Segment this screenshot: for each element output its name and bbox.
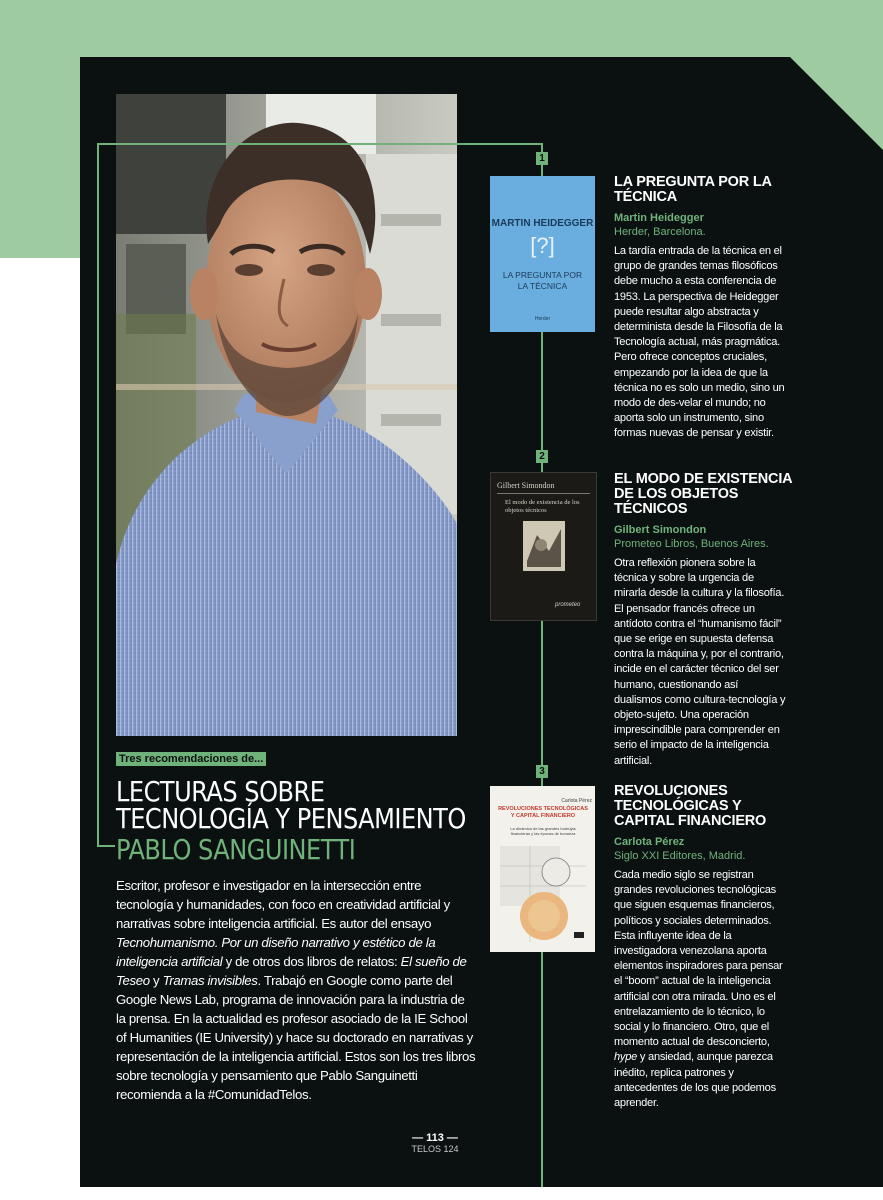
page-folio — [400, 1132, 470, 1154]
article-title — [116, 775, 466, 835]
rec-1-body: La tardía entrada de la técnica en el grupo de grandes temas filosóficos debe mucho a esta conferencia de 1953. La perspectiva de Heidegger puede resultar algo abstracta y determinista desde la Filosofía de la Tecnología actual, más pragmática. Pero ofrece conceptos cruciales, empezando por la idea de que la técnica no es solo un medio, sino un modo de des-velar el mundo; no aporta solo un instrumento, sino formas nuevas de pensar y existir. — [614, 245, 785, 440]
cover-2-title: El modo de existencia de los objetos técnicos — [505, 499, 580, 514]
cover-2-author: Gilbert Simondon — [497, 481, 555, 490]
rec-2-body: Otra reflexión pionera sobre la técnica y sobre la urgencia de mirarla desde la cultura y la filosofía. El pensador francés ofrece un antídoto contra el “humanismo fácil” que se erige en supuesta defensa contra la máquina y, por el contrario, incide en el carácter técnico del ser humano, cuestionando así dualismos como cultura-tecnología y objeto-sujeto. Una operación imprescindible para comprender en serio el impacto de la inteligencia artificial. — [614, 557, 786, 767]
cover-3-illustration — [500, 846, 586, 942]
rec-3-body-em: hype — [614, 1051, 638, 1064]
rec-1-publisher: Herder, Barcelona. — [614, 226, 706, 238]
book-cover-2 — [490, 472, 597, 621]
frame-line-left — [97, 143, 99, 847]
cover-3-title: REVOLUCIONES TECNOLÓGICAS Y CAPITAL FINANCIERO — [498, 806, 588, 819]
intro-text-4: . Trabajó en Google como parte del Google News Lab, programa de innovación para la industria de la prensa. En la actualidad es profesor asociado de la IE School of Humanities (IE University) y hace su doctorado en narrativas y representación de la inteligencia artificial. Estos son los tres libros sobre tecnología y pensamiento que Pablo Sanguinetti recomienda a la #ComunidadTelos. — [116, 973, 476, 1102]
cover-3-author: Carlota Pérez — [561, 798, 592, 804]
intro-book-title-3: Tramas invisibles — [162, 973, 258, 988]
cover-2-publisher: prometeo — [555, 602, 581, 608]
intro-book-title-1: Tecnohumanismo. Por un diseño narrativo y estético de la inteligencia artificial — [116, 935, 436, 969]
author-name: PABLO SANGUINETTI — [116, 833, 356, 866]
section-kicker: Tres recomendaciones de... — [116, 752, 266, 766]
rec-1-title: LA PREGUNTA POR LA TÉCNICA — [614, 174, 772, 205]
page-number: — 113 — — [412, 1132, 458, 1144]
intro-text-3: y — [149, 973, 163, 988]
rec-3-body — [614, 868, 786, 1111]
intro-book-title-2: El sueño de Teseo — [116, 954, 467, 988]
rec-1-author: Martin Heidegger — [614, 212, 704, 224]
rec-number-1: 1 — [536, 152, 548, 165]
cover-3-subtitle: La dinámica de las grandes burbujas financieras y las épocas de bonanza — [510, 826, 576, 836]
intro-text-2: y de otros dos libros de relatos: — [222, 954, 401, 969]
cover-1-title: LA PREGUNTA POR LA TÉCNICA — [502, 270, 583, 291]
rec-number-3: 3 — [536, 765, 548, 778]
rec-2-title: EL MODO DE EXISTENCIA DE LOS OBJETOS TÉCNICOS — [614, 471, 792, 517]
intro-text-1: Escritor, profesor e investigador en la intersección entre tecnología y humanidades, con foco en creatividad artificial y narrativas sobre inteligencia artificial. Es autor del ensayo — [116, 878, 450, 931]
rec-3-author: Carlota Pérez — [614, 836, 685, 848]
rec-3-body-a: Cada medio siglo se registran grandes revoluciones tecnológicas que siguen esquemas financieros, políticos y sociales determinados. Esta influyente idea de la investigadora venezolana aporta elementos inspiradores para pensar el “boom” actual de la inteligencia artificial con otra mirada. Uno es el entrelazamiento de lo técnico, lo social y lo financiero. Otro, que el momento actual de desconcierto, — [614, 869, 783, 1049]
frame-line-top — [97, 143, 543, 145]
rec-3-body-b: y ansiedad, aunque parezca inédito, replica patrones y antecedentes de los que podemos aprender. — [614, 1051, 776, 1110]
cover-1-author: MARTIN HEIDEGGER — [491, 218, 594, 229]
rec-2-author: Gilbert Simondon — [614, 524, 707, 536]
cover-1-symbol: [?] — [530, 233, 555, 258]
author-intro — [116, 876, 476, 1104]
rec-2-publisher: Prometeo Libros, Buenos Aires. — [614, 538, 769, 550]
rec-number-2: 2 — [536, 450, 548, 463]
rec-3-publisher: Siglo XXI Editores, Madrid. — [614, 850, 746, 862]
cover-1-publisher: Herder — [534, 316, 551, 322]
cover-2-illustration — [523, 521, 565, 571]
book-cover-3 — [490, 786, 595, 952]
rec-3-title: REVOLUCIONES TECNOLÓGICAS Y CAPITAL FINANCIERO — [614, 783, 767, 829]
frame-line-bottom — [97, 845, 115, 847]
article-title-text: LECTURAS SOBRE TECNOLOGÍA Y PENSAMIENTO — [116, 775, 466, 835]
magazine-issue: TELOS 124 — [411, 1144, 459, 1154]
author-portrait-photo — [116, 94, 457, 736]
book-cover-1 — [490, 176, 595, 332]
